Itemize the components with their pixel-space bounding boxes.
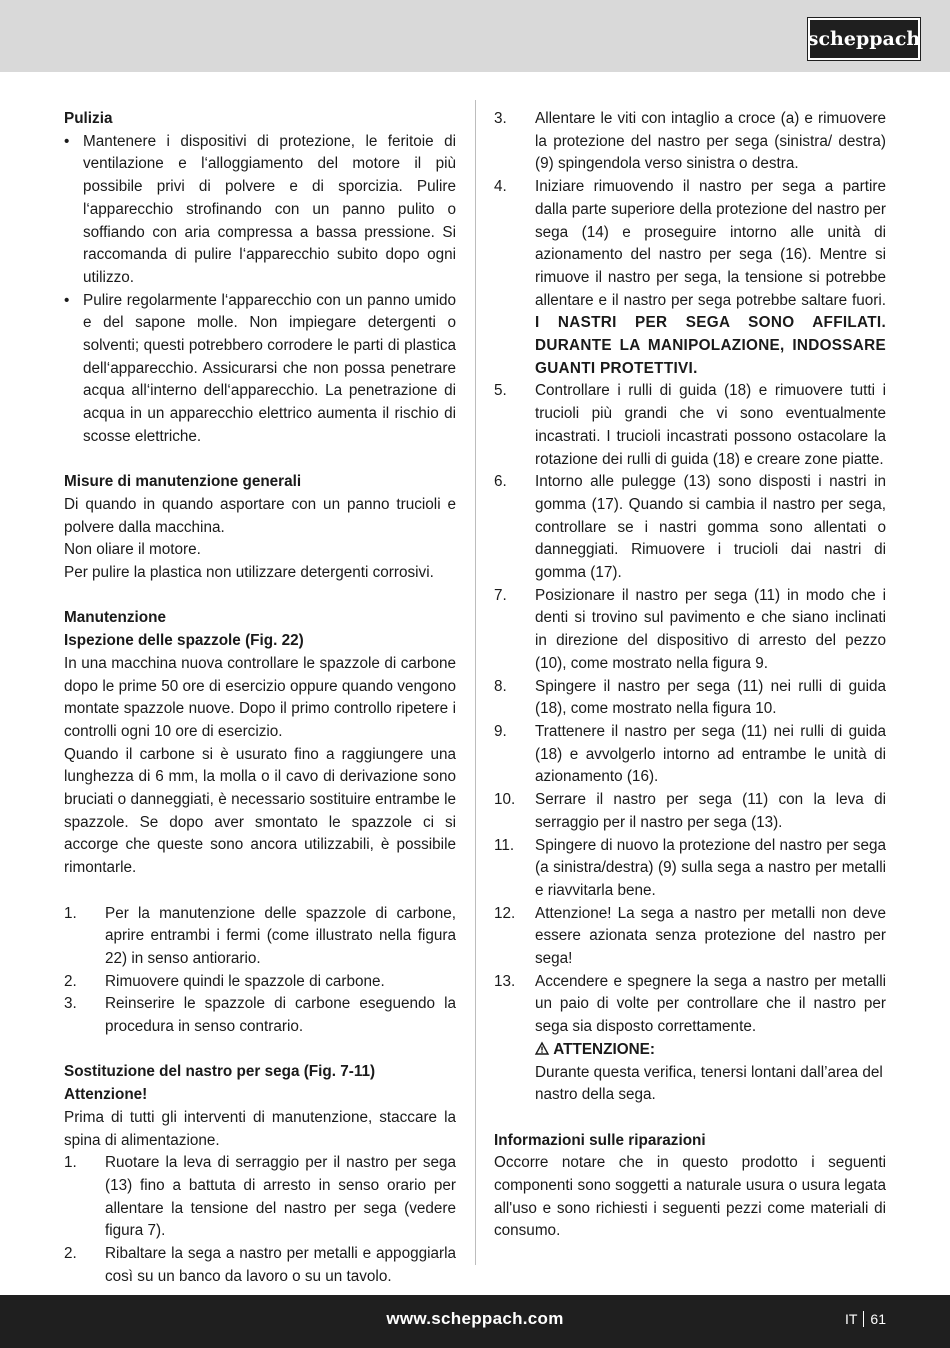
list-item: 1. Ruotare la leva di serraggio per il nastro per sega (13) fino a battuta di arresto in senso orario per allentare la tensione del nastro per sega (vedere figura 7).	[64, 1154, 456, 1240]
list-item: 3. Reinserire le spazzole di carbone eseguendo la procedura in senso contrario.	[64, 995, 456, 1036]
attention-note	[494, 1039, 886, 1107]
list-item: 6. Intorno alle pulegge (13) sono disposti i nastri in gomma (17). Quando si cambia il nastro per sega, controllare se i nastri gomma sono allentati o danneggiati. Rimuovere i trucioli dai nastri di gomma (17).	[494, 473, 886, 582]
page-number: 61	[870, 1311, 886, 1327]
scheppach-logo	[808, 18, 920, 60]
page-indicator	[845, 1311, 886, 1327]
list-item: 13. Accendere e spegnere la sega a nastro per metalli un paio di volte per controllare che il nastro per sega sia disposto correttamente.	[494, 972, 886, 1036]
section-heading-riparazioni: Informazioni sulle riparazioni	[494, 1131, 706, 1149]
bullet-item: • Mantenere i dispositivi di protezione, le feritoie di ventilazione e l‘alloggiamento del motore il più possibile privi di polvere e di sporcizia. Pulire l‘apparecchio strofinando con un panno pulito o soffiando con aria compressa a bassa pressione. Si raccomanda di pulire l‘apparecchio subito dopo ogni utilizzo.	[64, 132, 456, 286]
warning-triangle-icon	[535, 1042, 549, 1055]
list-item: 11. Spingere di nuovo la protezione del nastro per sega (a sinistra/destra) (9) sulla sega a nastro per metalli e riavvitarla bene.	[494, 836, 886, 899]
paragraph: Quando il carbone si è usurato fino a raggiungere una lunghezza di 6 mm, la molla o il cavo di derivazione sono bruciati o danneggiati, è necessario sostituire entrambe le spazzole. Se dopo aver smontato le spazzole ci si accorge che queste sono ancora utilizzabili, è possibile rimontarle.	[64, 745, 456, 877]
section-heading-nastro: Sostituzione del nastro per sega (Fig. 7-11)	[64, 1063, 376, 1081]
section-heading-pulizia: Pulizia	[64, 110, 113, 127]
bullet-icon: •	[64, 291, 70, 309]
paragraph: Di quando in quando asportare con un panno trucioli e polvere dalla macchina.	[64, 495, 456, 536]
warning-label: Attenzione!	[64, 1086, 148, 1104]
paragraph: Prima di tutti gli interventi di manutenzione, staccare la spina di alimentazione.	[64, 1108, 456, 1149]
list-item: 3. Allentare le viti con intaglio a croce (a) e rimuovere la protezione del nastro per sega (sinistra/ destra) (9) spingendola verso sinistra o destra.	[494, 110, 886, 173]
section-heading-misure: Misure di manutenzione generali	[64, 473, 302, 491]
list-item: 9. Trattenere il nastro per sega (11) nei rulli di guida (18) e avvolgerlo intorno ad entrambe le unità di azionamento (16).	[494, 722, 886, 786]
list-item: 10. Serrare il nastro per sega (11) con la leva di serraggio per il nastro per sega (13).	[494, 791, 886, 831]
list-item: 2. Ribaltare la sega a nastro per metalli e appoggiarla così su un banco da lavoro o su un tavolo.	[64, 1245, 456, 1285]
website-url: www.scheppach.com	[386, 1309, 564, 1328]
list-item: 1. Per la manutenzione delle spazzole di carbone, aprire entrambi i fermi (come illustrato nella figura 22) in senso antiorario.	[64, 904, 456, 967]
right-column	[494, 108, 886, 1243]
paragraph: Occorre notare che in questo prodotto i seguenti componenti sono soggetti a naturale usura o usura legata all'uso e sono richiesti i seguenti pezzi come materiali di consumo.	[494, 1154, 886, 1240]
attention-label: ATTENZIONE:	[553, 1040, 655, 1058]
safety-warning: I NASTRI PER SEGA SONO AFFILATI. DURANTE LA MANIPOLAZIONE, INDOSSARE GUANTI PROTETTIVI.	[535, 314, 886, 377]
separator	[863, 1311, 864, 1327]
list-item: 12. Attenzione! La sega a nastro per metalli non deve essere azionata senza protezione del nastro per sega!	[494, 904, 886, 968]
paragraph: Non oliare il motore.	[64, 541, 201, 559]
bullet-icon: •	[64, 132, 70, 150]
language-code: IT	[844, 1311, 858, 1327]
list-item: 7. Posizionare il nastro per sega (11) in modo che i denti si trovino sul pavimento e che siano inclinati in direzione del dispositivo di arresto del pezzo (10), come mostrato nella figura 9.	[494, 586, 886, 672]
svg-text:scheppach: scheppach	[807, 28, 921, 50]
logo-wordmark-icon	[807, 24, 921, 54]
footer-bar	[0, 1295, 950, 1348]
attention-text: Durante questa verifica, tenersi lontani dall’area del nastro della sega.	[535, 1063, 883, 1104]
section-heading-manutenzione: Manutenzione	[64, 609, 166, 627]
left-column	[64, 108, 456, 1289]
list-item: 5. Controllare i rulli di guida (18) e rimuovere tutti i trucioli più grandi che vi sono eventualmente incastrati. I trucioli incastrati possono ostacolare la rotazione dei rulli di guida (18) e creare zone piatte.	[494, 382, 886, 468]
header-bar	[0, 0, 950, 72]
bullet-item: • Pulire regolarmente l‘apparecchio con un panno umido e del sapone molle. Non impiegare detergenti o solventi; questi potrebbero corrodere le parti di plastica dell‘apparecchio. Assicurarsi che non possa penetrare acqua all‘interno dell‘apparecchio. La penetrazione di acqua in un apparecchio elettrico aumenta il rischio di scosse elettriche.	[64, 291, 456, 445]
list-item: 2. Rimuovere quindi le spazzole di carbone.	[64, 972, 385, 990]
list-item: 4. Iniziare rimuovendo il nastro per sega a partire dalla parte superiore della protezione del nastro per sega (14) e proseguire intorno alle unità di azionamento del nastro per sega (16). Mentre si rimuove il nastro per sega, la tensione si potrebbe allentare e il nastro per sega potrebbe saltare fuori. I NASTRI PER SEGA SONO AFFILATI. DURANTE LA MANIPOLAZIONE, INDOSSARE GUANTI PROTETTIVI.	[494, 178, 886, 377]
subheading-spazzole: Ispezione delle spazzole (Fig. 22)	[64, 632, 304, 650]
list-item: 8. Spingere il nastro per sega (11) nei rulli di guida (18), come mostrato nella figura 10.	[494, 677, 886, 718]
paragraph: In una macchina nuova controllare le spazzole di carbone dopo le prime 50 ore di esercizio oppure quando vengono montate spazzole nuove. Dopo il primo controllo ripetere i controlli ogni 10 ore di esercizio.	[64, 654, 456, 740]
column-divider	[475, 100, 476, 1265]
paragraph: Per pulire la plastica non utilizzare detergenti corrosivi.	[64, 564, 434, 582]
